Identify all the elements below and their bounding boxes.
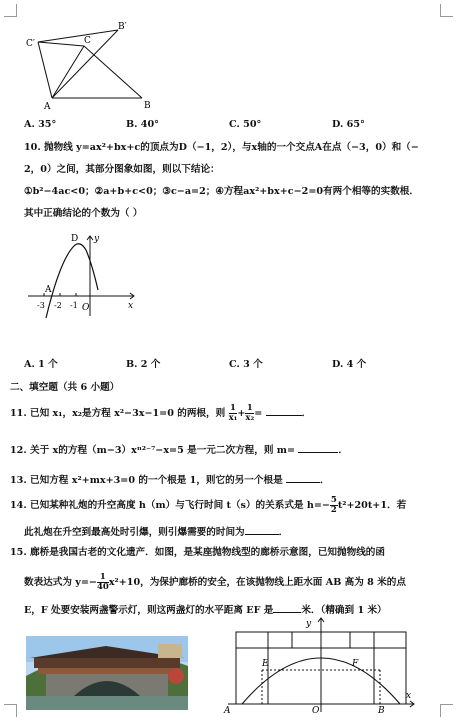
q9-triangle-figure: [24, 16, 160, 112]
q9-option-c: C. 50°: [229, 119, 262, 130]
graph-label-y: y: [94, 234, 100, 244]
section-fill-in-heading: 二、填空题（共 6 小题）: [10, 382, 120, 393]
q15-text-pre: 数表达式为 y=−: [24, 577, 97, 588]
q12-text-post: −x=5 是一元二次方程，则 m=: [155, 445, 295, 456]
q11-text: 11. 已知 x₁，x₂是方程 x²−3x−1=0 的两根，则: [10, 408, 226, 419]
label-c-prime: C′: [26, 39, 35, 49]
q12-answer-blank[interactable]: [298, 442, 338, 453]
schematic-label-a: A: [224, 706, 231, 716]
q11-end: ．: [301, 408, 312, 419]
schematic-label-x: x: [406, 691, 412, 701]
label-b-prime: B′: [118, 22, 127, 32]
q14-text-post: t²+20t+1．若: [337, 500, 407, 511]
q11: [10, 404, 311, 423]
q15-text-post: x²+10，为保护廊桥的安全，在该抛物线上距水面 AB 高为 8 米的点: [108, 577, 406, 588]
q12-end: ．: [338, 445, 348, 456]
q11-plus: +: [237, 408, 246, 419]
q11-fraction-1: $\frac{1}{\text{x₁}}$: [228, 403, 238, 423]
q10-option-a: A. 1 个: [24, 359, 58, 370]
q13-end: ．: [320, 475, 330, 486]
schematic-label-o: O: [312, 706, 320, 716]
q15-line3-text: E，F 处要安装两盏警示灯，则这两盏灯的水平距离 EF 是: [24, 605, 274, 616]
graph-label-d: D: [71, 234, 79, 244]
q10-option-d: D. 4 个: [332, 359, 367, 370]
q14-line2: [24, 524, 288, 539]
q9-option-a: A. 35°: [24, 119, 57, 130]
q15-line3-tail: 米．（精确到 1 米）: [301, 605, 387, 616]
q12-text: 12. 关于 x的方程（m−3）: [10, 445, 132, 456]
graph-label-a: A: [45, 285, 52, 295]
q10-line2: 2，0）之间，其部分图象如图，则以下结论：: [24, 164, 220, 175]
bridge-schematic: [226, 614, 416, 714]
q10-option-c: C. 3 个: [229, 359, 263, 370]
crop-mark-top-right: [440, 4, 453, 17]
q14: [10, 496, 406, 515]
graph-label-neg1: -1: [70, 301, 78, 310]
label-b: B: [144, 101, 151, 111]
q10-line4: 其中正确结论的个数为（ ）: [24, 208, 143, 219]
q15-line1: 15. 廊桥是我国古老的文化遗产．如图，是某座抛物线型的廊桥示意图，已知抛物线的函: [10, 547, 385, 558]
q10-line1: 10. 抛物线 y=ax²+bx+c的顶点为D（−1，2），与x轴的一个交点A在点（−3，0）和（−: [24, 142, 419, 153]
schematic-label-e: E: [262, 659, 269, 669]
q9-option-d: D. 65°: [332, 119, 365, 130]
q14-text: 14. 已知某种礼炮的升空高度 h（m）与飞行时间 t（s）的关系式是 h=−: [10, 500, 330, 511]
q11-fraction-2: $\frac{1}{\text{x₂}}$: [245, 403, 255, 423]
q13: [10, 472, 330, 487]
q15-line2: [24, 573, 406, 592]
q14-answer-blank[interactable]: [245, 524, 279, 535]
graph-label-origin: O: [82, 303, 90, 313]
q15-fraction: $\frac{1}{40}$: [96, 572, 109, 592]
schematic-label-y: y: [306, 619, 312, 629]
graph-label-neg2: -2: [54, 301, 62, 310]
crop-mark-bottom-right: [440, 704, 453, 717]
q14-end: ．: [278, 527, 289, 538]
schematic-label-b: B: [378, 706, 385, 716]
schematic-label-f: F: [352, 659, 359, 669]
q13-text: 13. 已知方程 x²+mx+3=0 的一个根是 1，则它的另一个根是: [10, 475, 283, 486]
q11-equals: =: [254, 408, 263, 419]
q10-parabola-graph: [24, 230, 140, 320]
crop-mark-bottom-left: [4, 704, 17, 717]
q14-fraction: $\frac{5}{2}$: [330, 495, 337, 515]
q9-option-b: B. 40°: [126, 119, 159, 130]
graph-label-x: x: [128, 301, 134, 311]
label-c: C: [84, 36, 91, 46]
q10-line3: ①b²−4ac<0；②a+b+c<0；③c−a=2；④方程ax²+bx+c−2=0有两个相等的实数根．: [24, 186, 419, 197]
q14-line2-text: 此礼炮在升空到最高处时引爆，则引爆需要的时间为: [24, 527, 245, 538]
q12: [10, 442, 348, 457]
graph-label-neg3: -3: [37, 301, 45, 310]
q11-answer-blank[interactable]: [266, 405, 302, 416]
q10-option-b: B. 2 个: [126, 359, 161, 370]
q13-answer-blank[interactable]: [286, 472, 320, 483]
q15-answer-blank[interactable]: [273, 602, 301, 613]
crop-mark-top-left: [4, 4, 17, 17]
label-a: A: [44, 102, 51, 112]
bridge-photo: [26, 636, 188, 710]
q12-power: xⁿ²⁻⁷: [131, 445, 156, 456]
